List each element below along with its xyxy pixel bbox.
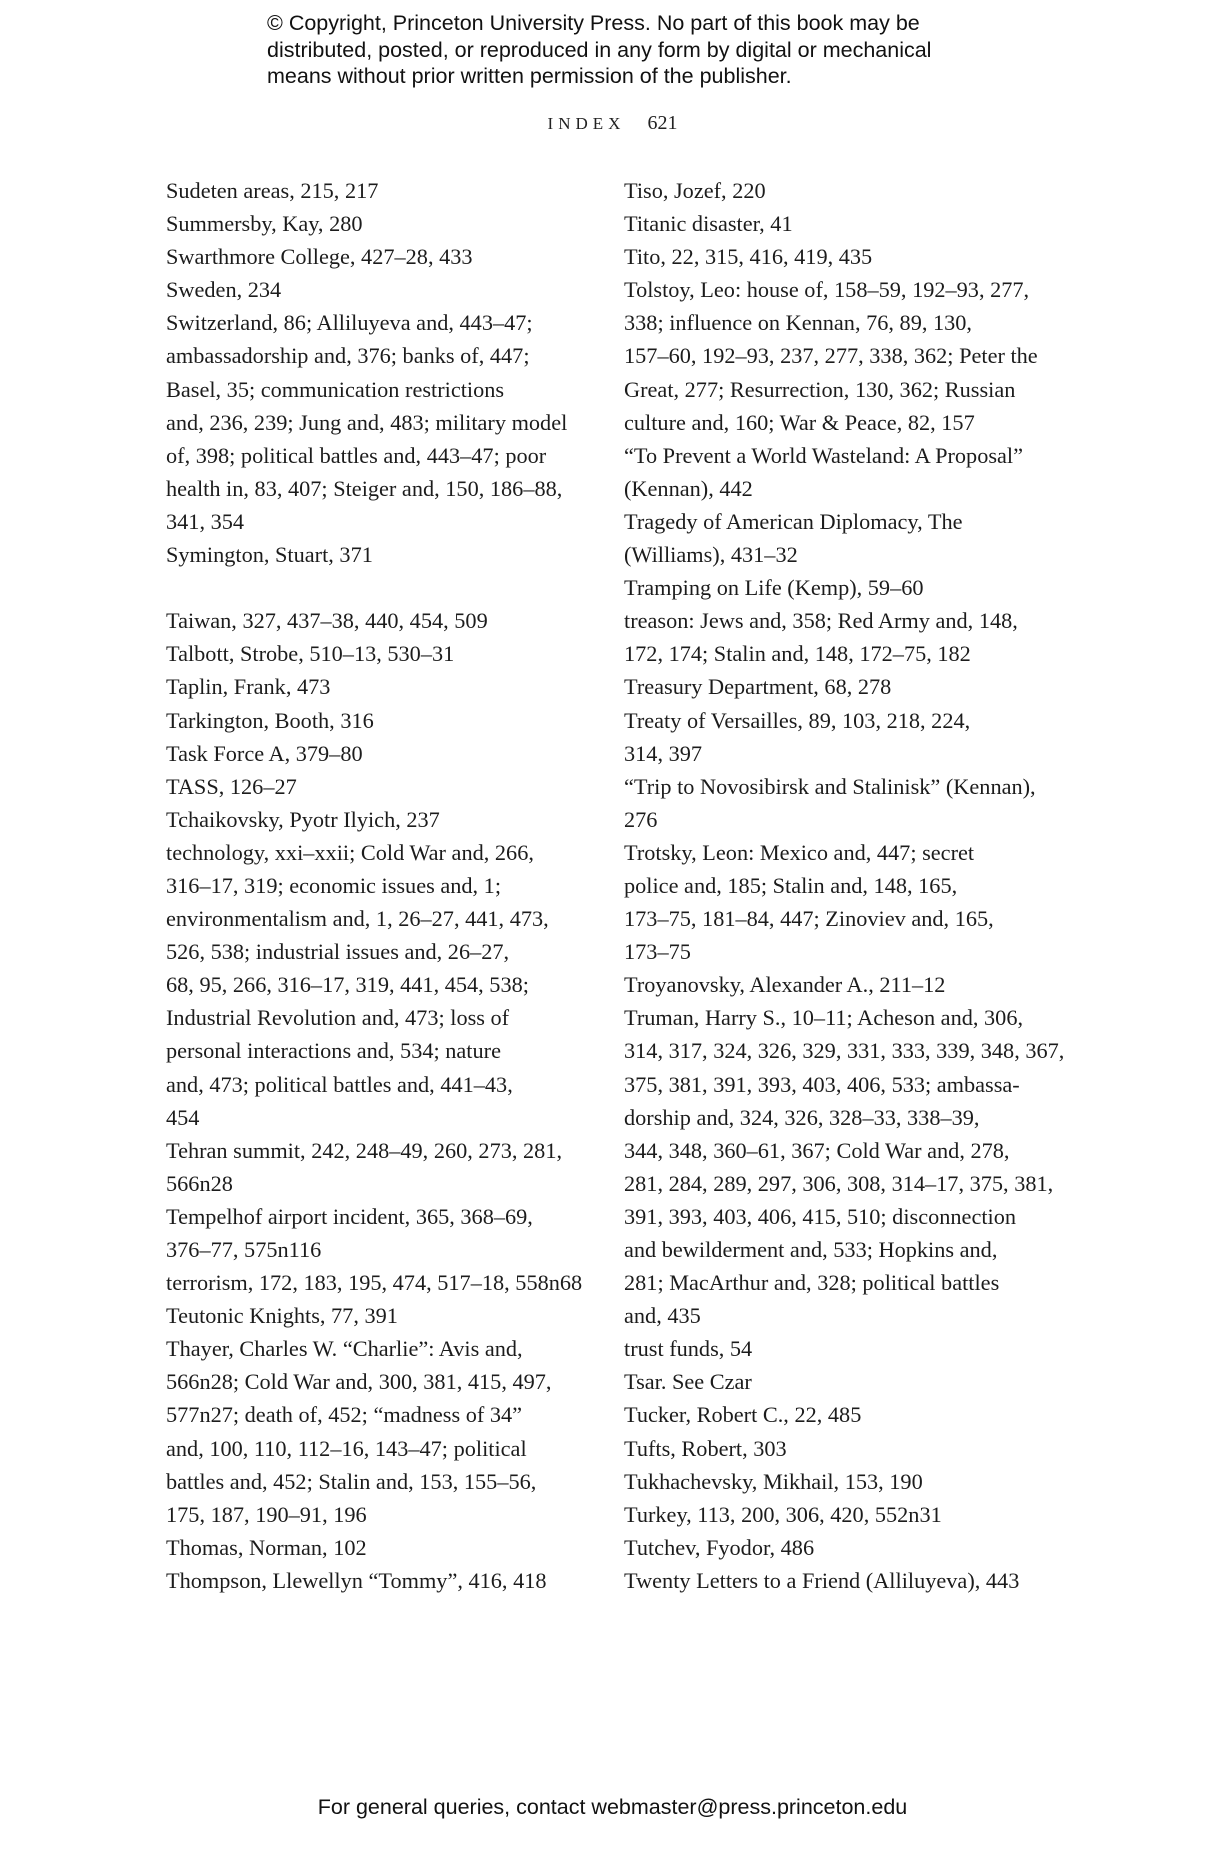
- index-entry: [624, 1465, 1054, 1498]
- index-entry-line: “To Prevent a World Wasteland: A Proposal”: [624, 442, 1024, 468]
- index-entry: [166, 1332, 586, 1531]
- index-entry-line: Sudeten areas, 215, 217: [166, 178, 379, 203]
- index-entry-line: 566n28: [166, 1170, 233, 1196]
- index-entry-line: Tito, 22, 315, 416, 419, 435: [624, 244, 873, 270]
- index-entry-line: Switzerland, 86; Alliluyeva and, 443–47;: [166, 310, 533, 336]
- index-entry: [166, 637, 586, 670]
- index-entry-line: and, 435: [624, 1303, 701, 1329]
- index-entry: [166, 704, 586, 737]
- index-entry-line: 314, 397: [624, 740, 703, 766]
- index-entry: [166, 207, 586, 240]
- index-entry-line: 68, 95, 266, 316–17, 319, 441, 454, 538;: [166, 972, 529, 998]
- index-entry-line: Task Force A, 379–80: [166, 740, 363, 766]
- index-entry-line: police and, 185; Stalin and, 148, 165,: [624, 872, 958, 898]
- index-entry: [624, 968, 1054, 1001]
- index-entry-line: Tsar. See Czar: [624, 1369, 752, 1395]
- index-column-left: [166, 174, 586, 1597]
- index-entry-line: Tragedy of American Diplomacy, The: [624, 508, 963, 534]
- index-entry-line: Titanic disaster, 41: [624, 211, 793, 237]
- index-entry-line: “Trip to Novosibirsk and Stalinisk” (Kennan),: [624, 773, 1036, 799]
- index-entry-line: 281; MacArthur and, 328; political battles: [624, 1270, 1000, 1296]
- index-entry-line: Tolstoy, Leo: house of, 158–59, 192–93, 277,: [624, 277, 1030, 303]
- section-label: INDEX: [547, 114, 626, 133]
- index-entry: [166, 604, 586, 637]
- index-entry: [624, 1432, 1054, 1465]
- index-entry-line: Tarkington, Booth, 316: [166, 707, 374, 733]
- index-entry-line: Treaty of Versailles, 89, 103, 218, 224,: [624, 707, 971, 733]
- index-entry: [624, 571, 1054, 604]
- index-entry-line: ambassadorship and, 376; banks of, 447;: [166, 343, 530, 369]
- index-entry-line: 341, 354: [166, 508, 245, 534]
- index-entry-line: Tukhachevsky, Mikhail, 153, 190: [624, 1468, 923, 1494]
- index-entry-line: 375, 381, 391, 393, 403, 406, 533; ambassa-: [624, 1071, 1020, 1097]
- index-entry: [166, 306, 586, 538]
- index-entry-line: Tchaikovsky, Pyotr Ilyich, 237: [166, 806, 440, 832]
- index-entry-line: and, 473; political battles and, 441–43,: [166, 1071, 513, 1097]
- index-entry: [166, 836, 586, 1134]
- index-entry-line: Taiwan, 327, 437–38, 440, 454, 509: [166, 608, 488, 634]
- copyright-notice: [267, 10, 1027, 90]
- index-entry: [166, 1200, 586, 1266]
- index-entry-line: treason: Jews and, 358; Red Army and, 148,: [624, 608, 1018, 634]
- index-entry-line: 175, 187, 190–91, 196: [166, 1501, 367, 1527]
- index-entry-line: Swarthmore College, 427–28, 433: [166, 244, 473, 270]
- index-entry-line: Thayer, Charles W. “Charlie”: Avis and,: [166, 1336, 523, 1362]
- index-entry: [624, 505, 1054, 571]
- index-entry-line: 314, 317, 324, 326, 329, 331, 333, 339, 348, 367,: [624, 1038, 1065, 1064]
- index-entry: [624, 1531, 1054, 1564]
- index-entry-line: Tehran summit, 242, 248–49, 260, 273, 281,: [166, 1137, 563, 1163]
- index-column-right: [624, 174, 1065, 1597]
- index-entry-line: (Williams), 431–32: [624, 542, 798, 568]
- index-entry-line: personal interactions and, 534; nature: [166, 1038, 501, 1064]
- index-entry-line: culture and, 160; War & Peace, 82, 157: [624, 409, 975, 435]
- index-entry: [624, 1332, 1054, 1365]
- footer-text: For general queries, contact webmaster@press.princeton.edu: [317, 1795, 908, 1819]
- index-entry: [166, 737, 586, 770]
- index-entry-line: Industrial Revolution and, 473; loss of: [166, 1005, 510, 1031]
- index-entry: [624, 1564, 1054, 1597]
- index-entry-line: 173–75: [624, 939, 691, 965]
- index-entry: [624, 240, 1054, 273]
- index-entry-line: 157–60, 192–93, 237, 277, 338, 362; Peter the: [624, 343, 1038, 369]
- index-entry: [166, 1299, 586, 1332]
- index-entry-line: Summersby, Kay, 280: [166, 211, 363, 237]
- index-entry-line: technology, xxi–xxii; Cold War and, 266,: [166, 839, 534, 865]
- index-entry: [166, 174, 586, 207]
- index-entry-line: Teutonic Knights, 77, 391: [166, 1303, 398, 1329]
- page-number: 621: [647, 112, 678, 134]
- index-entry: [624, 1365, 1054, 1398]
- index-entry-line: health in, 83, 407; Steiger and, 150, 186–88,: [166, 475, 563, 501]
- index-entry: [166, 770, 586, 803]
- index-entry-line: Turkey, 113, 200, 306, 420, 552n31: [624, 1501, 942, 1527]
- index-entry-line: 344, 348, 360–61, 367; Cold War and, 278,: [624, 1137, 1010, 1163]
- index-entry-line: 316–17, 319; economic issues and, 1;: [166, 872, 502, 898]
- copyright-line: means without prior written permission of the publisher.: [267, 64, 792, 88]
- index-entry-line: Tucker, Robert C., 22, 485: [624, 1402, 862, 1428]
- index-entry-line: Talbott, Strobe, 510–13, 530–31: [166, 641, 455, 667]
- index-entry: [624, 439, 1054, 505]
- index-entry: [624, 670, 1054, 703]
- index-entry-line: and, 236, 239; Jung and, 483; military model: [166, 409, 568, 435]
- index-entry-line: terrorism, 172, 183, 195, 474, 517–18, 558n68: [166, 1270, 583, 1296]
- index-entry: [624, 770, 1054, 836]
- index-entry: [624, 1001, 1065, 1332]
- index-entry-line: Taplin, Frank, 473: [166, 674, 331, 700]
- index-entry-line: Tutchev, Fyodor, 486: [624, 1534, 815, 1560]
- index-entry: [166, 1134, 586, 1200]
- running-head: [0, 112, 1225, 135]
- index-entry-line: 281, 284, 289, 297, 306, 308, 314–17, 375, 381,: [624, 1170, 1054, 1196]
- index-entry-line: Basel, 35; communication restrictions: [166, 376, 505, 402]
- index-entry: [166, 1564, 586, 1597]
- index-entry-line: 454: [166, 1104, 200, 1130]
- footer-contact: [0, 1795, 1225, 1820]
- index-entry: [166, 1266, 586, 1299]
- index-entry: [166, 1531, 586, 1564]
- index-entry-line: battles and, 452; Stalin and, 153, 155–56,: [166, 1468, 537, 1494]
- index-entry-line: Symington, Stuart, 371: [166, 542, 373, 568]
- index-entry-line: Twenty Letters to a Friend (Alliluyeva), 443: [624, 1567, 1020, 1593]
- index-entry-line: Tramping on Life (Kemp), 59–60: [624, 575, 924, 601]
- index-entry-line: dorship and, 324, 326, 328–33, 338–39,: [624, 1104, 980, 1130]
- index-entry-line: 566n28; Cold War and, 300, 381, 415, 497,: [166, 1369, 552, 1395]
- index-entry: [166, 803, 586, 836]
- index-entry-line: 526, 538; industrial issues and, 26–27,: [166, 939, 510, 965]
- index-entry-line: 376–77, 575n116: [166, 1237, 322, 1262]
- index-entry: [624, 604, 1054, 670]
- index-entry-line: (Kennan), 442: [624, 475, 753, 501]
- index-entry-line: Thompson, Llewellyn “Tommy”, 416, 418: [166, 1567, 547, 1593]
- index-entry-line: 276: [624, 806, 658, 832]
- index-entry-line: Thomas, Norman, 102: [166, 1534, 367, 1560]
- index-entry-line: TASS, 126–27: [166, 773, 297, 799]
- index-entry-line: and, 100, 110, 112–16, 143–47; political: [166, 1435, 527, 1461]
- index-entry-line: Troyanovsky, Alexander A., 211–12: [624, 972, 946, 998]
- index-entry-line: Treasury Department, 68, 278: [624, 674, 892, 700]
- index-entry-line: Sweden, 234: [166, 277, 282, 303]
- index-entry-line: Tiso, Jozef, 220: [624, 178, 766, 203]
- index-entry: [624, 273, 1054, 438]
- index-entry: [624, 174, 1054, 207]
- copyright-line: © Copyright, Princeton University Press. No part of this book may be: [267, 11, 920, 35]
- index-entry-line: Tempelhof airport incident, 365, 368–69,: [166, 1203, 533, 1229]
- index-entry-line: Great, 277; Resurrection, 130, 362; Russian: [624, 376, 1016, 402]
- index-entry-line: 577n27; death of, 452; “madness of 34”: [166, 1402, 523, 1428]
- index-entry: [166, 538, 586, 571]
- index-entry-line: 391, 393, 403, 406, 415, 510; disconnection: [624, 1203, 1017, 1229]
- index-entry: [166, 240, 586, 273]
- index-entry-line: Tufts, Robert, 303: [624, 1435, 787, 1461]
- index-entry: [624, 1398, 1054, 1431]
- index-entry: [166, 670, 586, 703]
- index-entry-line: environmentalism and, 1, 26–27, 441, 473,: [166, 906, 549, 932]
- index-entry: [166, 273, 586, 306]
- index-entry: [624, 207, 1054, 240]
- index-entry-line: Truman, Harry S., 10–11; Acheson and, 306,: [624, 1005, 1024, 1031]
- index-entry-line: 338; influence on Kennan, 76, 89, 130,: [624, 310, 973, 336]
- copyright-line: distributed, posted, or reproduced in any form by digital or mechanical: [267, 37, 932, 62]
- index-entry-line: trust funds, 54: [624, 1336, 753, 1362]
- letter-section-gap: [166, 571, 586, 604]
- index-entry-line: Trotsky, Leon: Mexico and, 447; secret: [624, 839, 975, 865]
- index-entry: [624, 836, 1054, 968]
- index-entry-line: 172, 174; Stalin and, 148, 172–75, 182: [624, 641, 971, 667]
- index-entry-line: 173–75, 181–84, 447; Zinoviev and, 165,: [624, 906, 994, 932]
- index-entry-line: and bewilderment and, 533; Hopkins and,: [624, 1237, 998, 1262]
- index-entry-line: of, 398; political battles and, 443–47; poor: [166, 442, 547, 468]
- index-entry: [624, 704, 1054, 770]
- index-entry: [624, 1498, 1054, 1531]
